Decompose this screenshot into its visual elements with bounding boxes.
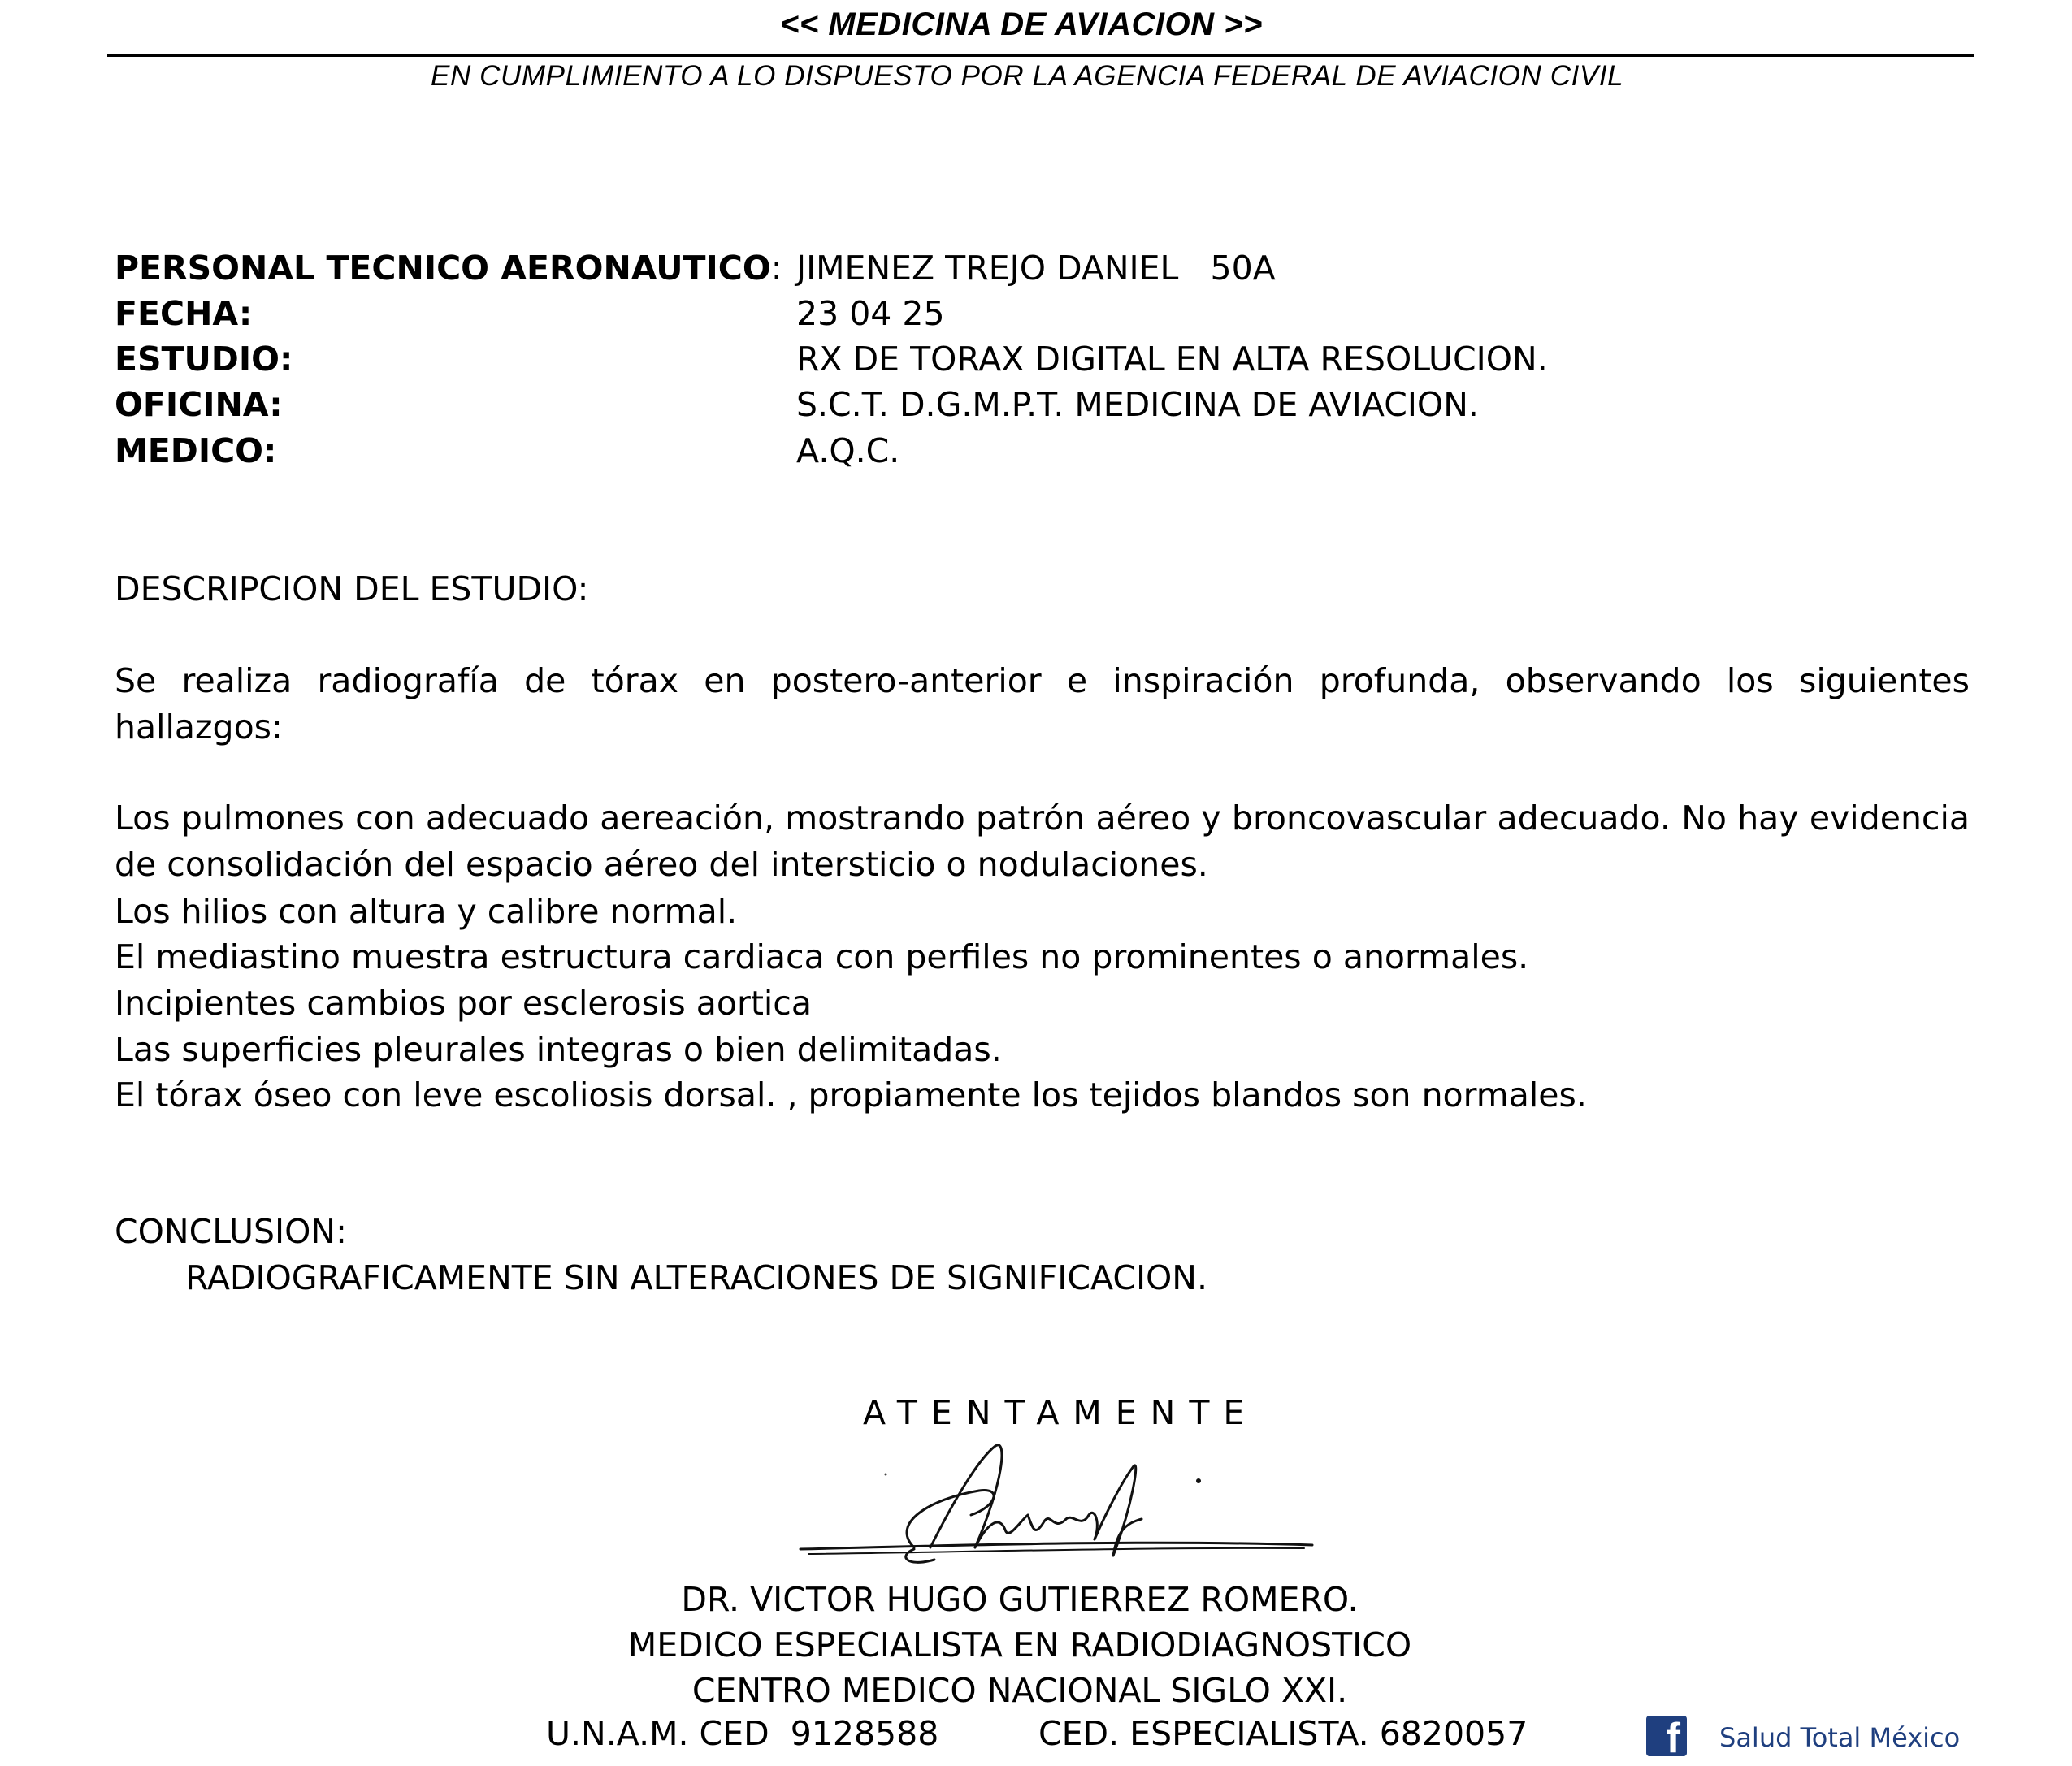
header-divider (107, 54, 1974, 57)
field-value-medico: A.Q.C. (796, 431, 900, 470)
field-label-medico: MEDICO: (115, 431, 277, 470)
doctor-institution: CENTRO MEDICO NACIONAL SIGLO XXI. (691, 1671, 1348, 1710)
field-label-oficina: OFICINA: (115, 385, 283, 424)
field-value-oficina: S.C.T. D.G.M.P.T. MEDICINA DE AVIACION. (796, 385, 1479, 424)
field-value-personal: JIMENEZ TREJO DANIEL 50A (796, 249, 1276, 288)
ced-especialista: CED. ESPECIALISTA. 6820057 (1038, 1714, 1528, 1753)
field-value-fecha: 23 04 25 (796, 294, 945, 333)
finding-line: El mediastino muestra estructura cardiaca con perfiles no prominentes o anormales. (115, 937, 1529, 976)
finding-line: El tórax óseo con leve escoliosis dorsal. , propiamente los tejidos blandos son normales. (115, 1076, 1587, 1115)
description-intro: Se realiza radiografía de tórax en postero-anterior e inspiración profunda, observando los siguientes hallazgos: (115, 661, 1970, 747)
ced-unam: U.N.A.M. CED 9128588 (546, 1714, 939, 1753)
field-label-personal: PERSONAL TECNICO AERONAUTICO: (115, 249, 782, 288)
report-subtitle: EN CUMPLIMIENTO A LO DISPUESTO POR LA AGENCIA FEDERAL DE AVIACION CIVIL (431, 60, 1624, 92)
description-heading: DESCRIPCION DEL ESTUDIO: (115, 569, 589, 608)
finding-line: Las superficies pleurales integras o bien delimitadas. (115, 1030, 1002, 1069)
report-title: << MEDICINA DE AVIACION >> (780, 6, 1263, 42)
social-page-name: Salud Total México (1719, 1722, 1961, 1753)
doctor-specialty: MEDICO ESPECIALISTA EN RADIODIAGNOSTICO (627, 1625, 1412, 1664)
conclusion-text: RADIOGRAFICAMENTE SIN ALTERACIONES DE SIGNIFICACION. (185, 1258, 1208, 1297)
closing-text: ATENTAMENTE (863, 1393, 1259, 1432)
finding-line: Los hilios con altura y calibre normal. (115, 892, 738, 931)
field-value-estudio: RX DE TORAX DIGITAL EN ALTA RESOLUCION. (796, 340, 1548, 379)
conclusion-heading: CONCLUSION: (115, 1212, 347, 1251)
handwritten-signature (792, 1434, 1329, 1572)
finding-line: Incipientes cambios por esclerosis aortica (115, 984, 812, 1023)
field-label-estudio: ESTUDIO: (115, 340, 293, 379)
doctor-name: DR. VICTOR HUGO GUTIERREZ ROMERO. (681, 1580, 1359, 1619)
findings-paragraph: Los pulmones con adecuado aereación, mostrando patrón aéreo y broncovascular adecuado. No hay evidencia de consolidación del espacio aéreo del intersticio o nodulaciones. (115, 799, 1970, 884)
field-label-fecha: FECHA: (115, 294, 253, 333)
facebook-icon: f (1646, 1716, 1687, 1756)
